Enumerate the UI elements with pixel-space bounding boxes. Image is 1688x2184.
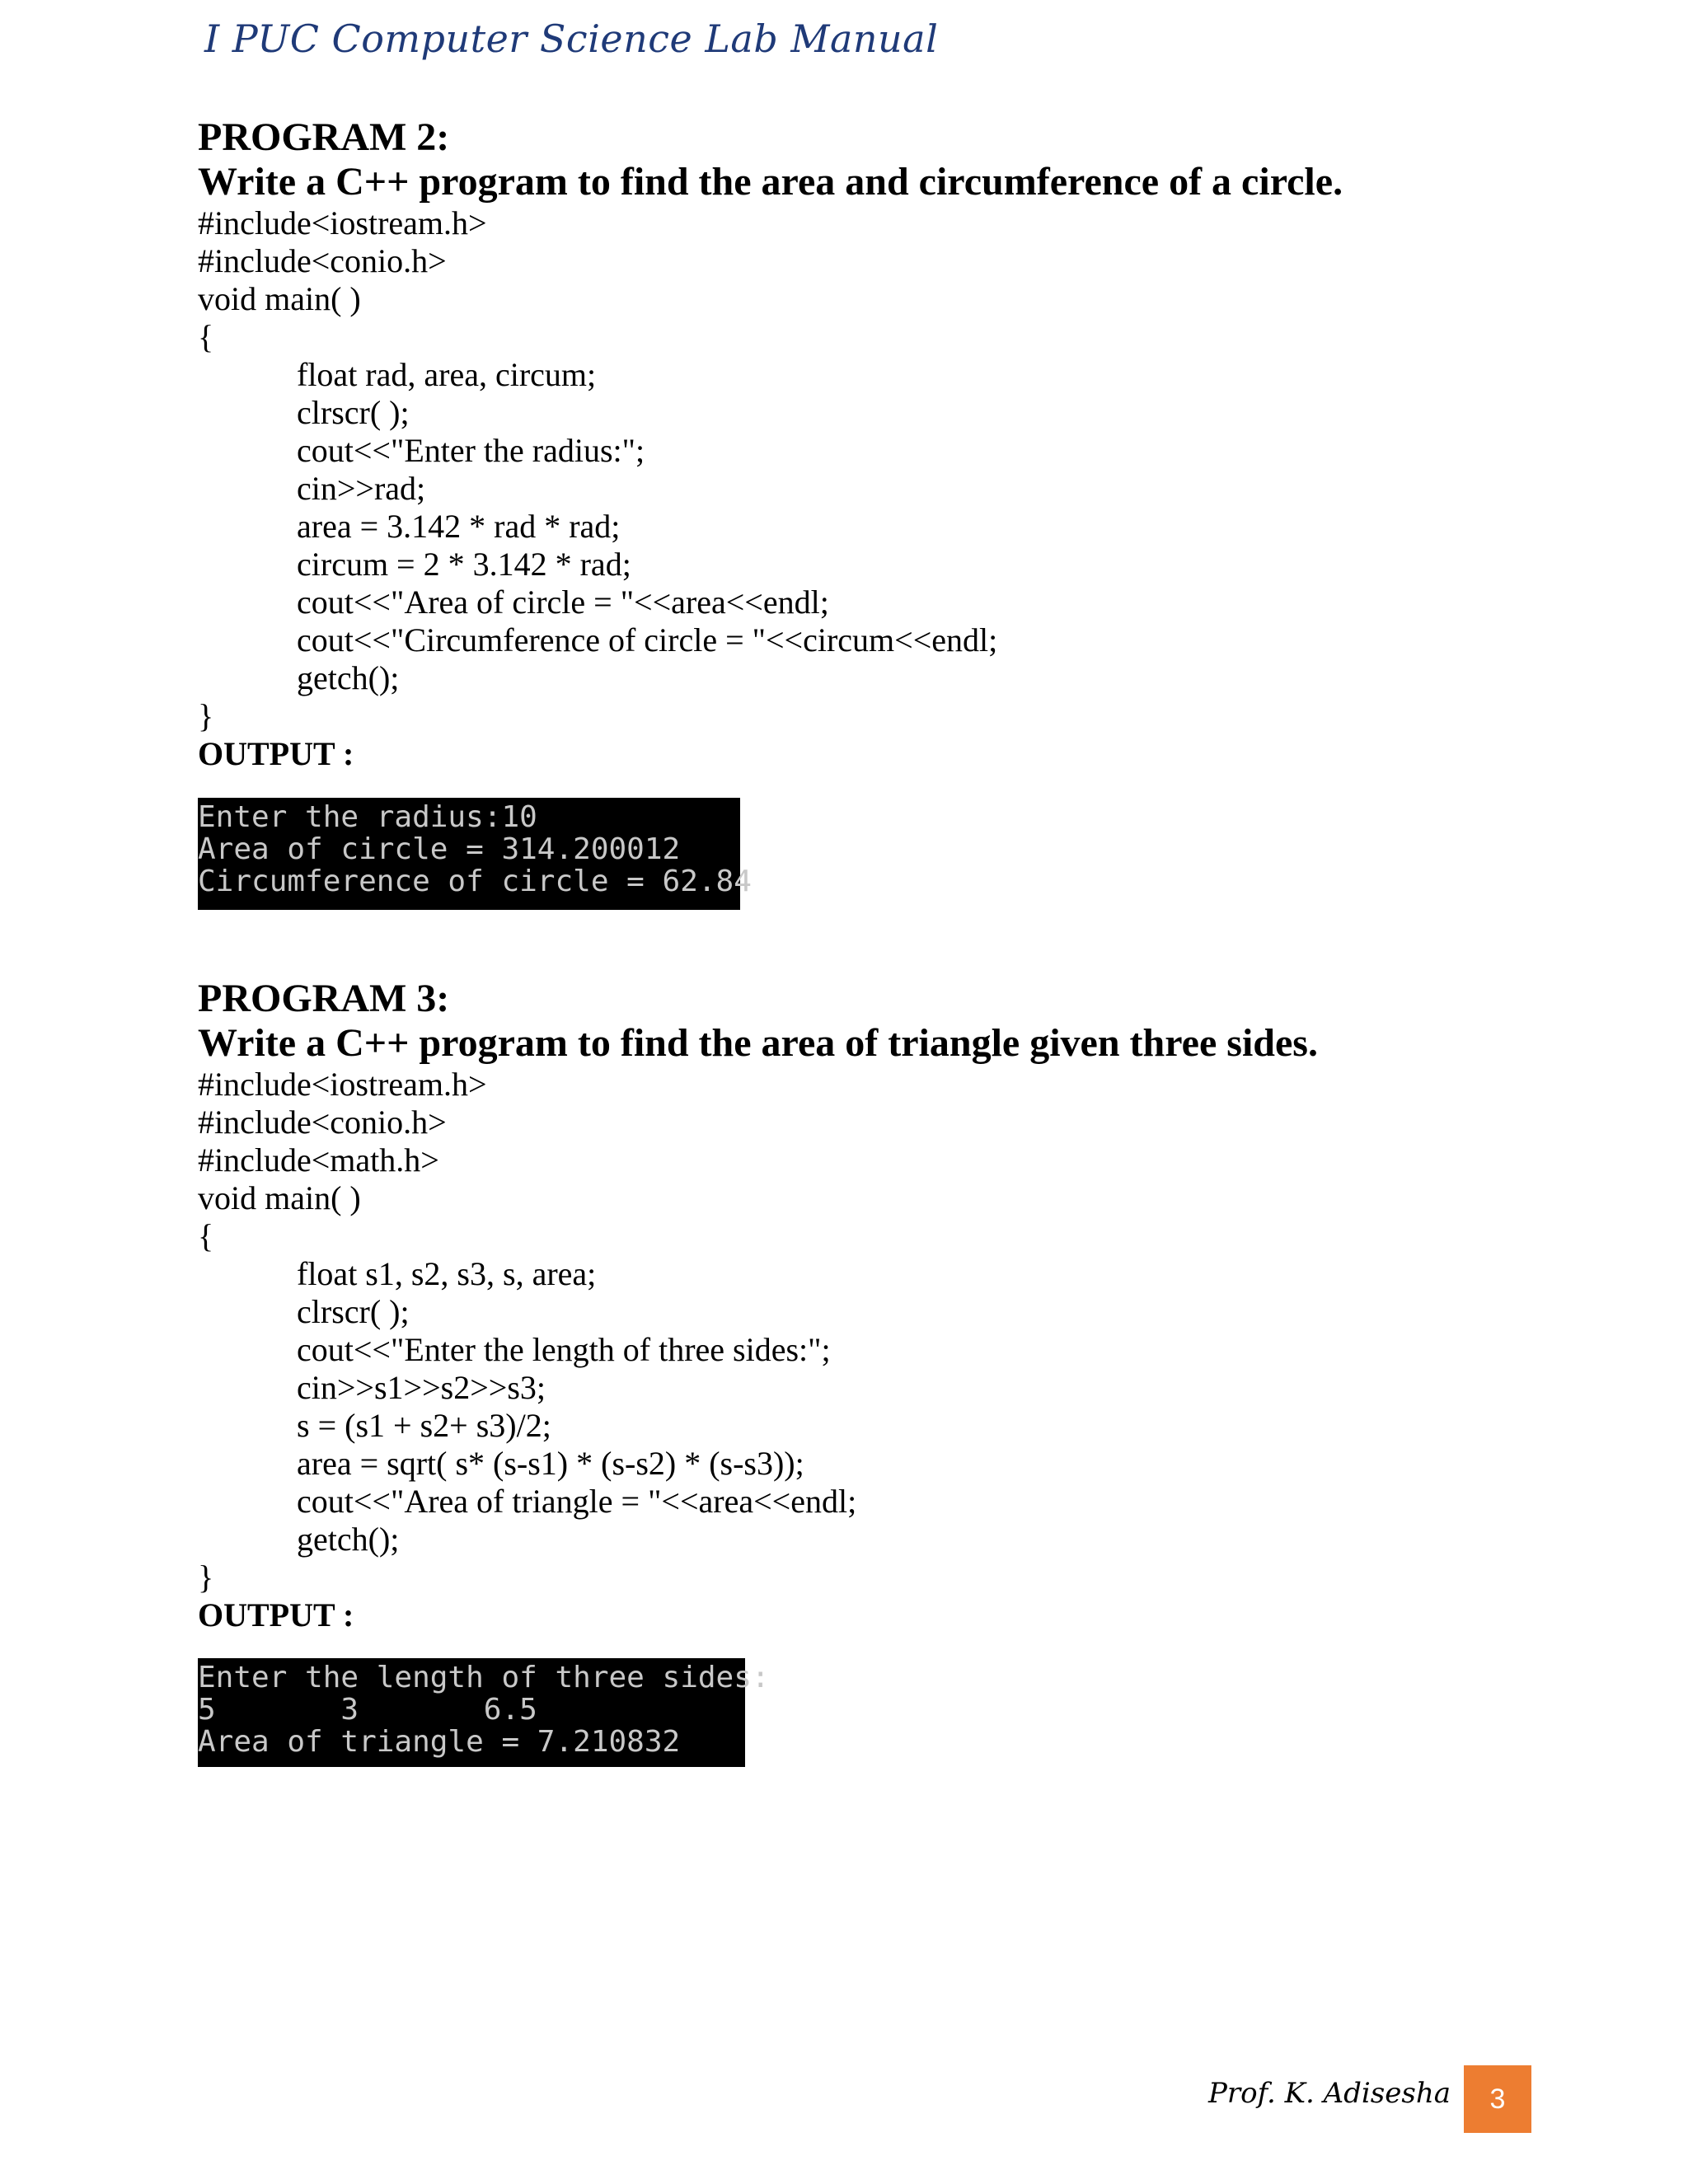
console-line: Circumference of circle = 62.84 — [198, 865, 752, 898]
program-2-output-label: OUTPUT : — [198, 735, 354, 772]
code-line: cout<<"Area of triangle = "<<area<<endl; — [297, 1483, 857, 1520]
program-3-section — [198, 977, 1599, 1634]
code-line: clrscr( ); — [297, 394, 410, 431]
code-line: float s1, s2, s3, s, area; — [297, 1255, 597, 1292]
code-line: cout<<"Circumference of circle = "<<circum<<endl; — [297, 621, 998, 658]
program-3-title: PROGRAM 3: — [198, 977, 450, 1020]
code-line: area = 3.142 * rad * rad; — [297, 508, 621, 545]
program-2-console-output — [198, 798, 752, 910]
code-line: clrscr( ); — [297, 1293, 410, 1330]
console-line: Area of circle = 314.200012 — [198, 832, 681, 866]
program-3-output-label: OUTPUT : — [198, 1596, 354, 1633]
code-line: #include<math.h> — [198, 1141, 439, 1179]
code-line: #include<iostream.h> — [198, 204, 487, 241]
program-2-task: Write a C++ program to find the area and circumference of a circle. — [198, 160, 1343, 204]
code-line: area = sqrt( s* (s-s1) * (s-s2) * (s-s3)); — [297, 1445, 804, 1482]
code-line: getch(); — [297, 659, 400, 696]
code-line: } — [198, 1558, 214, 1596]
program-2-section — [198, 115, 1599, 773]
code-line: #include<conio.h> — [198, 1104, 447, 1141]
code-line: circum = 2 * 3.142 * rad; — [297, 546, 631, 583]
console-line: 5 3 6.5 — [198, 1693, 537, 1727]
program-3-code — [198, 1066, 1599, 1596]
code-line: s = (s1 + s2+ s3)/2; — [297, 1407, 551, 1444]
running-header: I PUC Computer Science Lab Manual — [204, 16, 939, 61]
code-line: cout<<"Area of circle = "<<area<<endl; — [297, 583, 829, 621]
code-line: #include<iostream.h> — [198, 1066, 487, 1103]
code-line: { — [198, 318, 214, 355]
code-line: cin>>s1>>s2>>s3; — [297, 1369, 546, 1406]
program-3-task: Write a C++ program to find the area of triangle given three sides. — [198, 1021, 1318, 1065]
code-line: cout<<"Enter the radius:"; — [297, 432, 645, 469]
program-3-console-output — [198, 1658, 770, 1767]
program-2-code — [198, 204, 1599, 735]
footer-author: Prof. K. Adisesha — [1208, 2077, 1451, 2110]
program-2-title: PROGRAM 2: — [198, 115, 450, 159]
code-line: cin>>rad; — [297, 470, 426, 507]
console-line: Area of triangle = 7.210832 — [198, 1725, 681, 1759]
code-line: float rad, area, circum; — [297, 356, 597, 393]
code-line: cout<<"Enter the length of three sides:"; — [297, 1331, 831, 1368]
code-line: { — [198, 1217, 214, 1254]
page-number-badge: 3 — [1464, 2065, 1531, 2133]
code-line: #include<conio.h> — [198, 242, 447, 279]
console-line: Enter the radius:10 — [198, 800, 537, 834]
code-line: } — [198, 697, 214, 734]
code-line: getch(); — [297, 1521, 400, 1558]
code-line: void main( ) — [198, 1179, 361, 1216]
console-line: Enter the length of three sides: — [198, 1661, 770, 1694]
code-line: void main( ) — [198, 280, 361, 317]
